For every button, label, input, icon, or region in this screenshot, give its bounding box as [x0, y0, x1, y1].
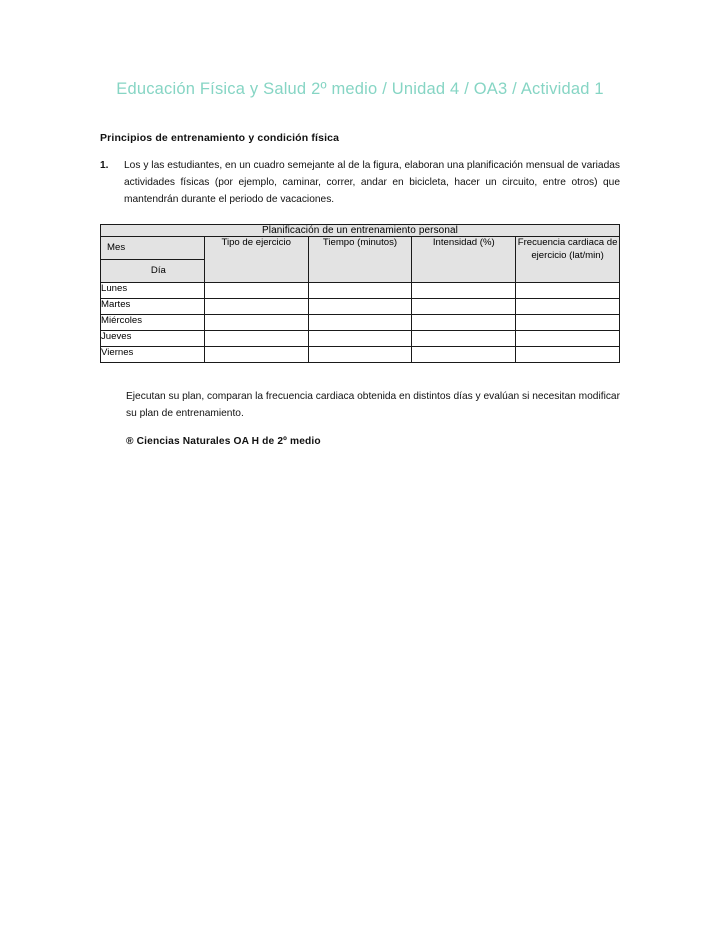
- cell-lunes-frecuencia[interactable]: [516, 283, 620, 299]
- attribution-line: [126, 436, 620, 447]
- cell-jueves-tipo-ejercicio[interactable]: [204, 331, 308, 347]
- cell-martes-tiempo[interactable]: [308, 299, 412, 315]
- column-header-tiempo: Tiempo (minutos): [308, 237, 412, 283]
- corner-label-mes: Mes: [101, 237, 204, 260]
- table-caption: Planificación de un entrenamiento personal: [101, 225, 620, 237]
- row-label-martes: Martes: [101, 299, 205, 315]
- cell-miercoles-frecuencia[interactable]: [516, 315, 620, 331]
- section-heading: Principios de entrenamiento y condición física: [100, 132, 340, 144]
- training-plan-table: [100, 224, 620, 363]
- table-caption-row: [101, 225, 620, 237]
- column-header-intensidad: Intensidad (%): [412, 237, 516, 283]
- table-row: [101, 283, 620, 299]
- corner-label-dia: Día: [150, 265, 166, 277]
- column-header-tipo-ejercicio: Tipo de ejercicio: [204, 237, 308, 283]
- cell-jueves-intensidad[interactable]: [412, 331, 516, 347]
- cell-martes-intensidad[interactable]: [412, 299, 516, 315]
- table-header-row: [101, 237, 620, 283]
- cell-viernes-tiempo[interactable]: [308, 347, 412, 363]
- table-row: [101, 299, 620, 315]
- cell-viernes-tipo-ejercicio[interactable]: [204, 347, 308, 363]
- cell-lunes-tipo-ejercicio[interactable]: [204, 283, 308, 299]
- row-label-lunes: Lunes: [101, 283, 205, 299]
- activity-text: Los y las estudiantes, en un cuadro semejante al de la figura, elaboran una planificación mensual de variadas actividades físicas (por ejemplo, caminar, correr, andar en bicicleta, hacer un circuito, entre otros) que mantendrán durante el periodo de vacaciones.: [124, 160, 620, 205]
- document-content: [100, 132, 620, 447]
- table-row: [101, 347, 620, 363]
- activity-number: 1.: [100, 160, 109, 171]
- cell-viernes-frecuencia[interactable]: [516, 347, 620, 363]
- row-label-viernes: Viernes: [101, 347, 205, 363]
- table-row: [101, 331, 620, 347]
- cell-miercoles-intensidad[interactable]: [412, 315, 516, 331]
- row-label-miercoles: Miércoles: [101, 315, 205, 331]
- table-corner-cell: [101, 237, 205, 283]
- cell-jueves-frecuencia[interactable]: [516, 331, 620, 347]
- cell-jueves-tiempo[interactable]: [308, 331, 412, 347]
- activity-item: [100, 158, 620, 208]
- cell-martes-frecuencia[interactable]: [516, 299, 620, 315]
- cell-miercoles-tiempo[interactable]: [308, 315, 412, 331]
- page-title: Educación Física y Salud 2º medio / Unidad 4 / OA3 / Actividad 1: [116, 80, 604, 98]
- cell-martes-tipo-ejercicio[interactable]: [204, 299, 308, 315]
- cell-viernes-intensidad[interactable]: [412, 347, 516, 363]
- registered-mark-icon: ®: [126, 436, 134, 448]
- attribution-text: Ciencias Naturales OA H de 2º medio: [136, 436, 321, 448]
- column-header-frecuencia-cardiaca: Frecuencia cardiaca de ejercicio (lat/min): [516, 237, 620, 283]
- cell-lunes-intensidad[interactable]: [412, 283, 516, 299]
- cell-miercoles-tipo-ejercicio[interactable]: [204, 315, 308, 331]
- cell-lunes-tiempo[interactable]: [308, 283, 412, 299]
- table-row: [101, 315, 620, 331]
- row-label-jueves: Jueves: [101, 331, 205, 347]
- closing-paragraph: Ejecutan su plan, comparan la frecuencia cardiaca obtenida en distintos días y evalúan si necesitan modificar su plan de entrenamiento.: [126, 391, 620, 420]
